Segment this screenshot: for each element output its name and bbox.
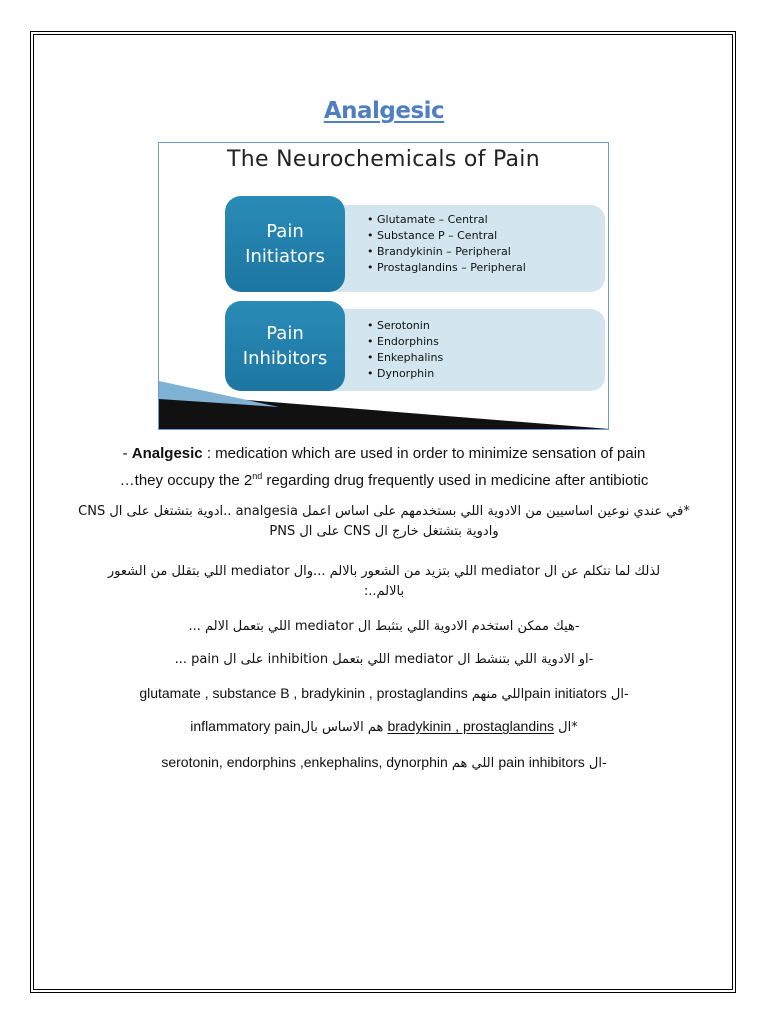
initiators-label-line2: Initiators bbox=[245, 246, 325, 267]
note-paragraph-3: -هيك ممكن استخدم الادوية اللي بتثبط ال mediator اللي بتعمل الالم ... bbox=[188, 619, 580, 634]
note5-middle: اللي منهم bbox=[467, 687, 525, 702]
note-paragraph-1: *في عندي نوعين اساسيين من الادوية اللي بستخدمهم على اساس اعمل analgesia ..ادوية بتشتغل على ال CNS وادوية بتشتغل خارج ال CNS على ال PNS bbox=[78, 504, 690, 539]
list-item: • Substance P – Central bbox=[367, 228, 526, 244]
note-paragraph-6 bbox=[0, 718, 768, 735]
list-item: • Endorphins bbox=[367, 334, 443, 350]
note-paragraph-2: لذلك لما نتكلم عن ال mediator اللي بتزيد من الشعور بالالم ...وال mediator اللي بتقلل من الشعور بالالم..: bbox=[107, 564, 661, 599]
definition-term: Analgesic bbox=[131, 445, 203, 462]
note6-end: inflammatory pain bbox=[190, 718, 301, 734]
note7-middle: اللي هم bbox=[447, 756, 499, 771]
note7-term: pain inhibitors bbox=[498, 754, 585, 770]
initiators-list bbox=[367, 212, 526, 276]
slide-title: The Neurochemicals of Pain bbox=[227, 147, 540, 172]
note7-list: serotonin, endorphins ,enkephalins, dynorphin bbox=[161, 754, 448, 770]
definition-sup: nd bbox=[252, 471, 263, 481]
slide-swoosh-decoration bbox=[159, 369, 609, 429]
initiators-label bbox=[225, 196, 345, 292]
note7-prefix: -ال bbox=[584, 756, 607, 771]
definition-text-2b: regarding drug frequently used in medicine after antibiotic bbox=[262, 472, 649, 489]
inhibitors-label-line2: Inhibitors bbox=[242, 348, 328, 369]
list-item: • Serotonin bbox=[367, 318, 443, 334]
definition-text-2a: …they occupy the 2 bbox=[119, 472, 253, 489]
note6-term: bradykinin , prostaglandins bbox=[387, 718, 555, 734]
note6-middle: هم الاساس بال bbox=[300, 720, 388, 735]
definition-dash: - bbox=[122, 445, 132, 462]
note5-prefix: -ال bbox=[606, 687, 629, 702]
definition-paragraph bbox=[0, 443, 768, 492]
note5-term: pain initiators bbox=[524, 685, 607, 701]
list-item: • Prostaglandins – Peripheral bbox=[367, 260, 526, 276]
list-item: • Glutamate – Central bbox=[367, 212, 526, 228]
note-paragraph-4: -او الادوية اللي بتنشط ال mediator اللي بتعمل inhibition على ال pain ... bbox=[174, 652, 594, 667]
list-item: • Brandykinin – Peripheral bbox=[367, 244, 526, 260]
note-paragraph-5 bbox=[0, 685, 768, 702]
list-item: • Dynorphin bbox=[367, 366, 443, 382]
initiators-label-line1: Pain bbox=[266, 221, 304, 242]
inhibitors-label-line1: Pain bbox=[266, 323, 304, 344]
list-item: • Enkephalins bbox=[367, 350, 443, 366]
note5-list: glutamate , substance B , bradykinin , prostaglandins bbox=[139, 685, 468, 701]
definition-text-1: : medication which are used in order to minimize sensation of pain bbox=[202, 445, 646, 462]
note-paragraph-7 bbox=[0, 754, 768, 771]
slide-image bbox=[158, 142, 609, 430]
note6-prefix: *ال bbox=[554, 720, 578, 735]
page-title: Analgesic bbox=[323, 98, 445, 124]
